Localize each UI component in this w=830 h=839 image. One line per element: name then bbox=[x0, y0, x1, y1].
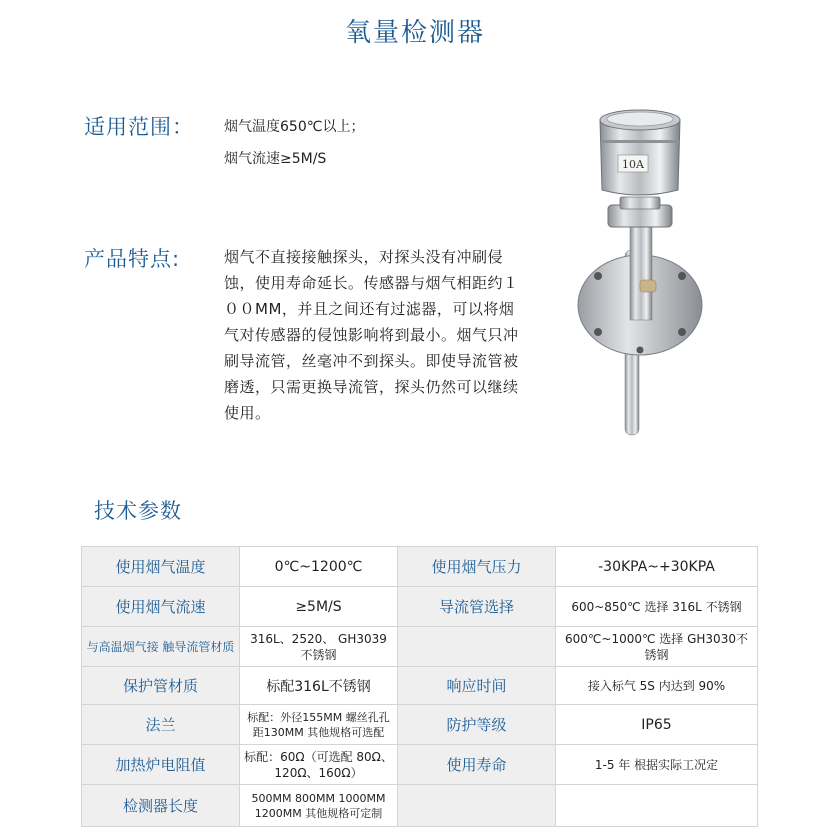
spec-label: 导流管选择 bbox=[398, 587, 556, 627]
scope-heading: 适用范围： bbox=[84, 115, 194, 139]
table-row bbox=[82, 587, 758, 627]
spec-value: 600℃~1000℃ 选择 GH3030不锈钢 bbox=[556, 627, 758, 667]
label-plate-text: 10A bbox=[622, 158, 644, 171]
spec-value: 0℃~1200℃ bbox=[240, 547, 398, 587]
spec-label-empty bbox=[398, 627, 556, 667]
spec-value: 500MM 800MM 1000MM 1200MM 其他规格可定制 bbox=[240, 785, 398, 827]
coupling-nut bbox=[620, 197, 660, 209]
flange-hole bbox=[594, 328, 602, 336]
oxygen-detector-product-image bbox=[570, 100, 730, 440]
table-row bbox=[82, 785, 758, 827]
scope-temperature: 烟气温度650℃以上； bbox=[224, 119, 365, 135]
spec-label: 与高温烟气接 触导流管材质 bbox=[82, 627, 240, 667]
table-row bbox=[82, 547, 758, 587]
spec-value: IP65 bbox=[556, 705, 758, 745]
spec-value: 1-5 年 根据实际工况定 bbox=[556, 745, 758, 785]
spec-label: 使用烟气流速 bbox=[82, 587, 240, 627]
table-row bbox=[82, 667, 758, 705]
table-row bbox=[82, 705, 758, 745]
page-title: 氧量检测器 bbox=[344, 18, 485, 48]
side-fitting bbox=[640, 280, 656, 292]
spec-label: 加热炉电阻值 bbox=[82, 745, 240, 785]
spec-value: 316L、2520、 GH3039 不锈钢 bbox=[240, 627, 398, 667]
spec-label-empty bbox=[398, 785, 556, 827]
features-heading: 产品特点: bbox=[84, 247, 181, 271]
spec-value: 标配316L不锈钢 bbox=[240, 667, 398, 705]
scope-flow-speed: 烟气流速≥5M/S bbox=[224, 151, 327, 167]
spec-heading: 技术参数 bbox=[94, 499, 182, 523]
spec-value: 标配：外径155MM 螺丝孔孔 距130MM 其他规格可选配 bbox=[240, 705, 398, 745]
spec-label: 法兰 bbox=[82, 705, 240, 745]
spec-value: 标配：60Ω（可选配 80Ω、120Ω、160Ω） bbox=[240, 745, 398, 785]
spec-label: 检测器长度 bbox=[82, 785, 240, 827]
neck-pipe bbox=[630, 220, 652, 320]
spec-label: 使用寿命 bbox=[398, 745, 556, 785]
spec-value: -30KPA~+30KPA bbox=[556, 547, 758, 587]
spec-label: 响应时间 bbox=[398, 667, 556, 705]
spec-value: 600~850℃ 选择 316L 不锈钢 bbox=[556, 587, 758, 627]
features-text: 烟气不直接接触探头，对探头没有冲刷侵蚀，使用寿命延长。传感器与烟气相距约１００MM，并且之间还有过滤器，可以将烟气对传感器的侵蚀影响将到最小。烟气只冲刷导流管，丝毫冲不到探头。即使导流管被磨透，只需更换导流管，探头仍然可以继续使用。 bbox=[224, 248, 519, 422]
spec-label: 使用烟气温度 bbox=[82, 547, 240, 587]
flange-hole bbox=[678, 328, 686, 336]
spec-value-empty bbox=[556, 785, 758, 827]
spec-table bbox=[81, 546, 758, 827]
spec-label: 使用烟气压力 bbox=[398, 547, 556, 587]
flange-hole bbox=[678, 272, 686, 280]
spec-value: ≥5M/S bbox=[240, 587, 398, 627]
spec-value: 接入标气 5S 内达到 90% bbox=[556, 667, 758, 705]
spec-label: 防护等级 bbox=[398, 705, 556, 745]
table-row bbox=[82, 627, 758, 667]
flange-hole bbox=[594, 272, 602, 280]
table-row bbox=[82, 745, 758, 785]
spec-label: 保护管材质 bbox=[82, 667, 240, 705]
flange-hole bbox=[637, 347, 644, 354]
